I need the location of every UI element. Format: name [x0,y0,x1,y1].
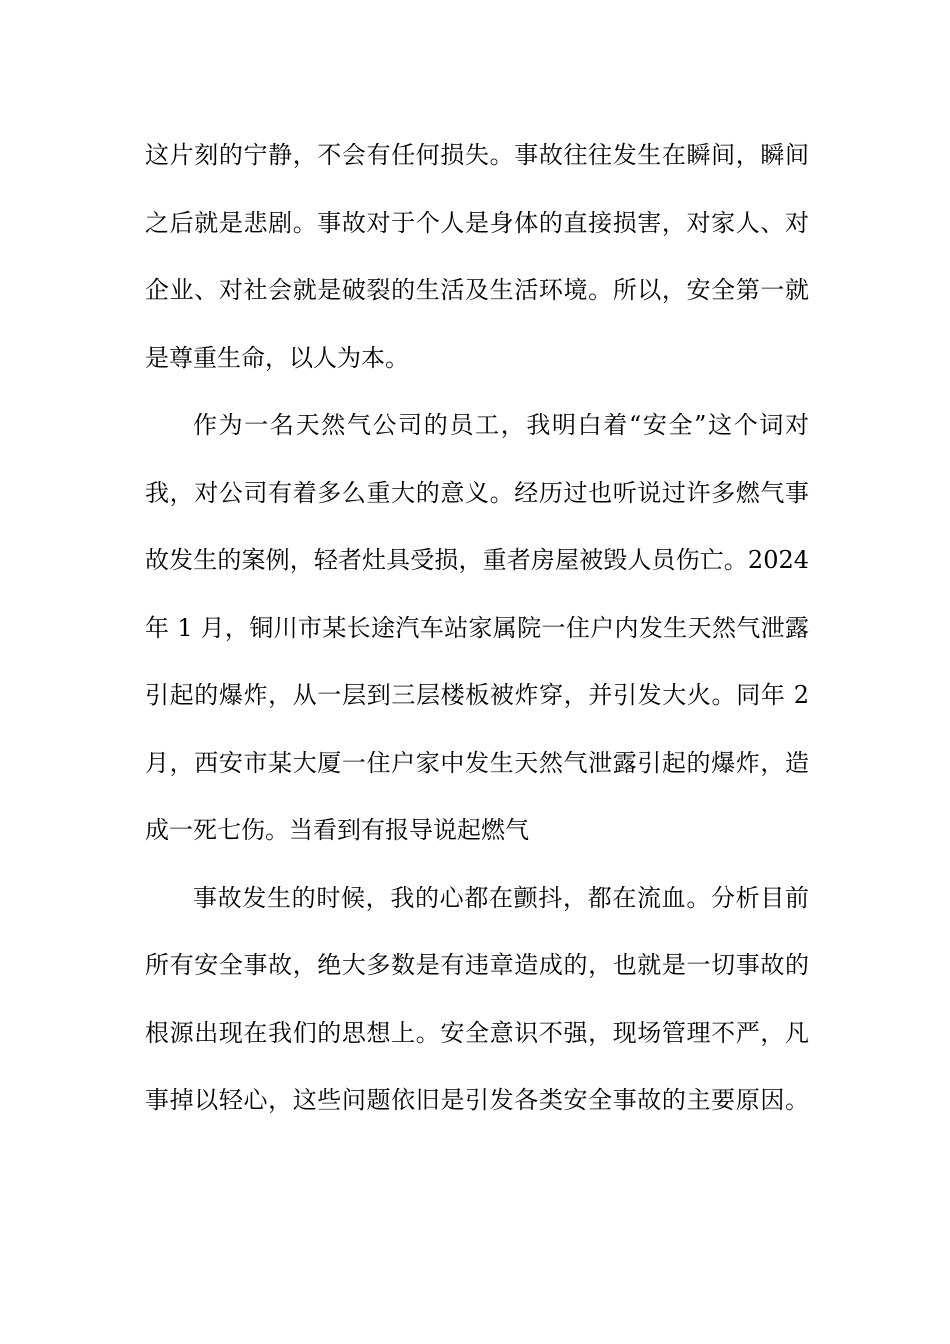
text-line: 之后就是悲剧。事故对于个人是身体的直接损害，对家人、对 [145,208,809,237]
text-line: 月，西安市某大厦一住户家中发生天然气泄露引起的爆炸，造 [145,748,809,777]
paragraph-3 [145,865,809,1135]
body-text [145,122,809,1135]
text-line: 成一死七伤。当看到有报导说起燃气 [145,816,529,844]
text-line: 根源出现在我们的思想上。安全意识不强，现场管理不严，凡 [145,1018,809,1047]
text-line: 事故发生的时候，我的心都在颤抖，都在流血。分析目前 [193,883,809,912]
text-line: 所有安全事故，绝大多数是有违章造成的，也就是一切事故的 [145,951,809,979]
text-line: 事掉以轻心，这些问题依旧是引发各类安全事故的主要原因。 [145,1086,809,1114]
paragraph-1 [145,122,809,392]
text-line: 年 1 月，铜川市某长途汽车站家属院一住户内发生天然气泄露 [145,613,809,642]
text-line: 是尊重生命，以人为本。 [145,343,409,372]
text-line: 这片刻的宁静，不会有任何损失。事故往往发生在瞬间，瞬间 [145,141,809,169]
text-line: 故发生的案例，轻者灶具受损，重者房屋被毁人员伤亡。2024 [145,546,809,574]
paragraph-2 [145,392,809,865]
text-line: 企业、对社会就是破裂的生活及生活环境。所以，安全第一就 [145,276,809,304]
text-line: 我，对公司有着多么重大的意义。经历过也听说过许多燃气事 [145,478,809,507]
text-line: 作为一名天然气公司的员工，我明白着“安全”这个词对 [193,411,809,439]
text-line: 引起的爆炸，从一层到三层楼板被炸穿，并引发大火。同年 2 [145,681,809,709]
